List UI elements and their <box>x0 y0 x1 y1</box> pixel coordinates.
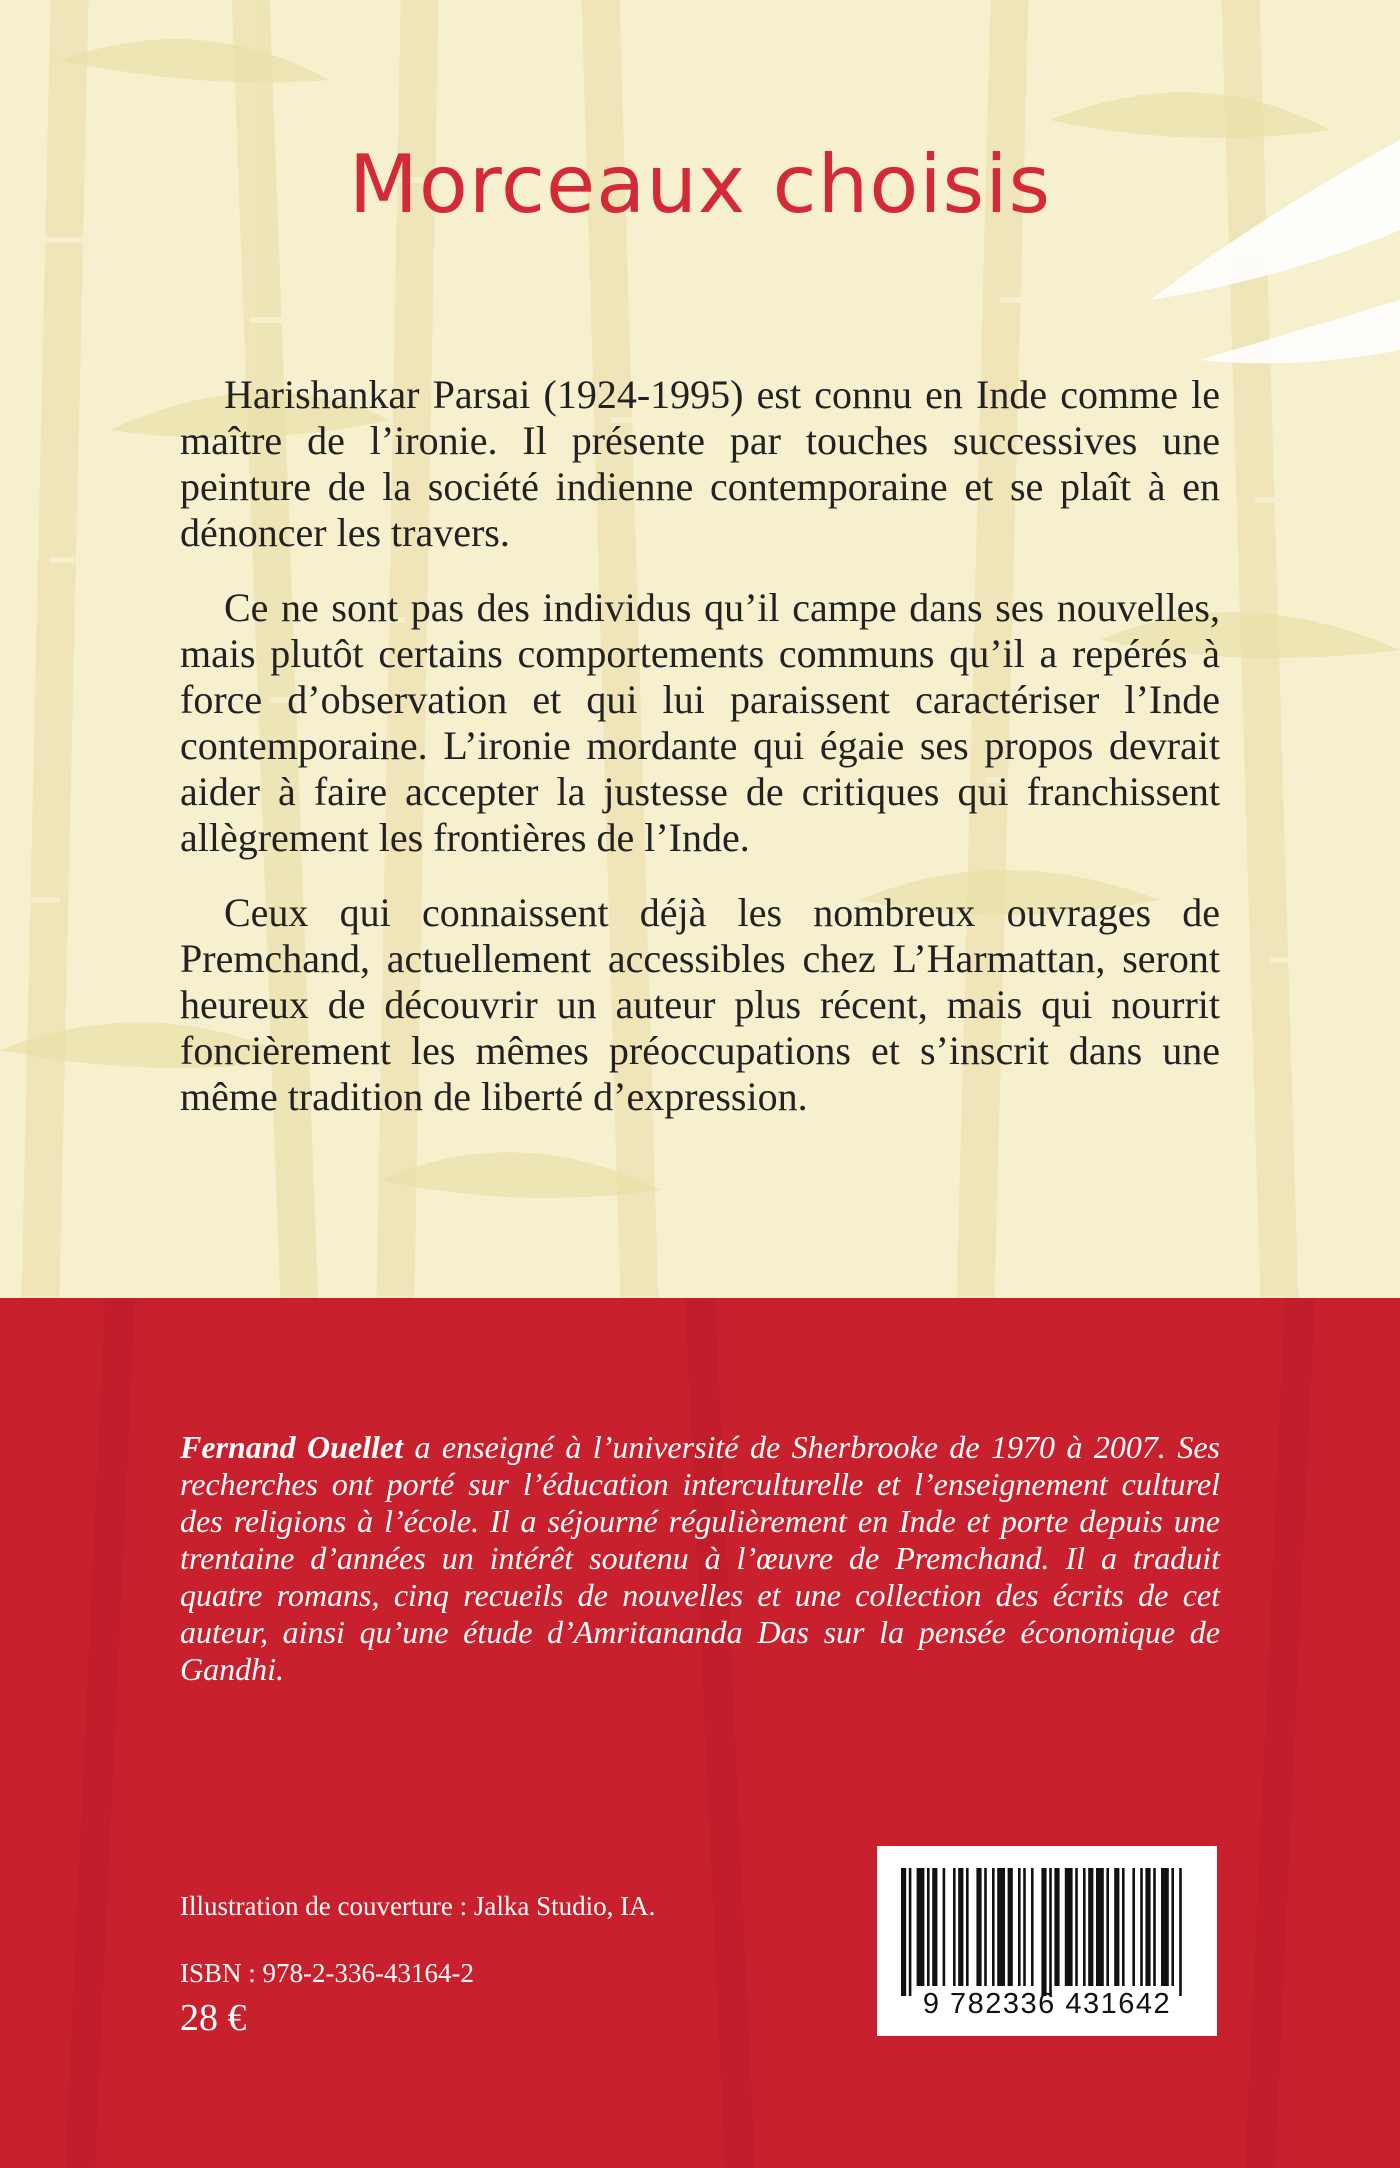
barcode-bar <box>984 1868 987 1986</box>
barcode-bar <box>976 1868 981 1986</box>
barcode-bar <box>1140 1868 1143 1986</box>
author-name: Fernand Ouellet <box>180 1429 404 1465</box>
barcode-bar <box>966 1868 969 1986</box>
summary-paragraph: Ceux qui connaissent déjà les nombreux ouvrages de Premchand, actuellement accessibles chez L’Harmattan, seront heureux de découvrir un auteur plus récent, mais qui nourrit foncièrement les mêmes préoccupations et s’inscrit dans une même tradition de liberté d’expression. <box>180 890 1220 1119</box>
barcode-bar <box>1018 1868 1021 1986</box>
barcode-bar <box>1096 1868 1104 1986</box>
author-bio-text: a enseigné à l’université de Sherbrooke de 1970 à 2007. Ses recherches ont porté sur l’éducation interculturelle et l’enseignement culturel des religions à l’école. Il a séjourné régulièrement en Inde et porte depuis une trentaine d’années un intérêt soutenu à l’œuvre de Premchand. Il a traduit quatre romans, cinq recueils de nouvelles et une collection des écrits de cet auteur, ainsi qu’une étude d’Amritananda Das sur la pensée économique de Gandhi. <box>180 1429 1221 1687</box>
barcode-bar <box>1049 1868 1052 1996</box>
barcode-bar <box>1031 1868 1034 1986</box>
summary-paragraph: Harishankar Parsai (1924-1995) est connu en Inde comme le maître de l’ironie. Il présente par touches successives une peinture de la société indienne contemporaine et se plaît à en dénoncer les travers. <box>180 372 1220 555</box>
red-section <box>0 1298 1400 2168</box>
barcode-bar <box>953 1868 956 1986</box>
barcode-bar <box>1179 1868 1182 1996</box>
barcode-bar <box>958 1868 963 1986</box>
barcode-bar <box>1171 1868 1174 1986</box>
barcode-bar <box>1153 1868 1156 1986</box>
barcode-bar <box>992 1868 995 1986</box>
barcode-bar <box>1065 1868 1073 1986</box>
author-bio <box>180 1429 1220 1688</box>
barcode-bar <box>1161 1868 1169 1986</box>
barcode-bar <box>1106 1868 1109 1986</box>
barcode-bar <box>1075 1868 1078 1986</box>
barcode-bar <box>927 1868 930 1986</box>
summary-text <box>180 372 1220 1149</box>
barcode-bar <box>997 1868 1005 1986</box>
barcode-bar <box>1054 1868 1059 1986</box>
price: 28 € <box>180 1997 247 2039</box>
barcode-bar <box>1114 1868 1119 1986</box>
barcode-digits: 9 782336 431642 <box>922 1988 1172 2020</box>
barcode-bar <box>1145 1868 1150 1986</box>
barcode <box>877 1846 1217 2036</box>
barcode-bar <box>1041 1868 1046 1996</box>
barcode-bar <box>909 1868 912 1996</box>
isbn: ISBN : 978-2-336-43164-2 <box>180 1958 474 1988</box>
book-title: Morceaux choisis <box>348 138 1052 231</box>
illustration-credit: Illustration de couverture : Jalka Studio, IA. <box>180 1891 656 1921</box>
barcode-bar <box>1008 1868 1013 1986</box>
barcode-bar <box>1083 1868 1086 1986</box>
barcode-bar <box>943 1868 946 1986</box>
barcode-bar <box>1122 1868 1125 1986</box>
barcode-bar <box>1023 1868 1026 1986</box>
barcode-bar <box>1088 1868 1093 1986</box>
summary-paragraph: Ce ne sont pas des individus qu’il campe dans ses nouvelles, mais plutôt certains comportements communs qu’il a repérés à force d’observation et qui lui paraissent caractériser l’Inde contemporaine. L’ironie mordante qui égaie ses propos devrait aider à faire accepter la justesse de critiques qui franchissent allègrement les frontières de l’Inde. <box>180 585 1220 860</box>
barcode-bar <box>901 1868 906 1996</box>
barcode-bar <box>1132 1868 1135 1986</box>
barcode-bar <box>917 1868 925 1986</box>
barcode-bar <box>932 1868 937 1986</box>
